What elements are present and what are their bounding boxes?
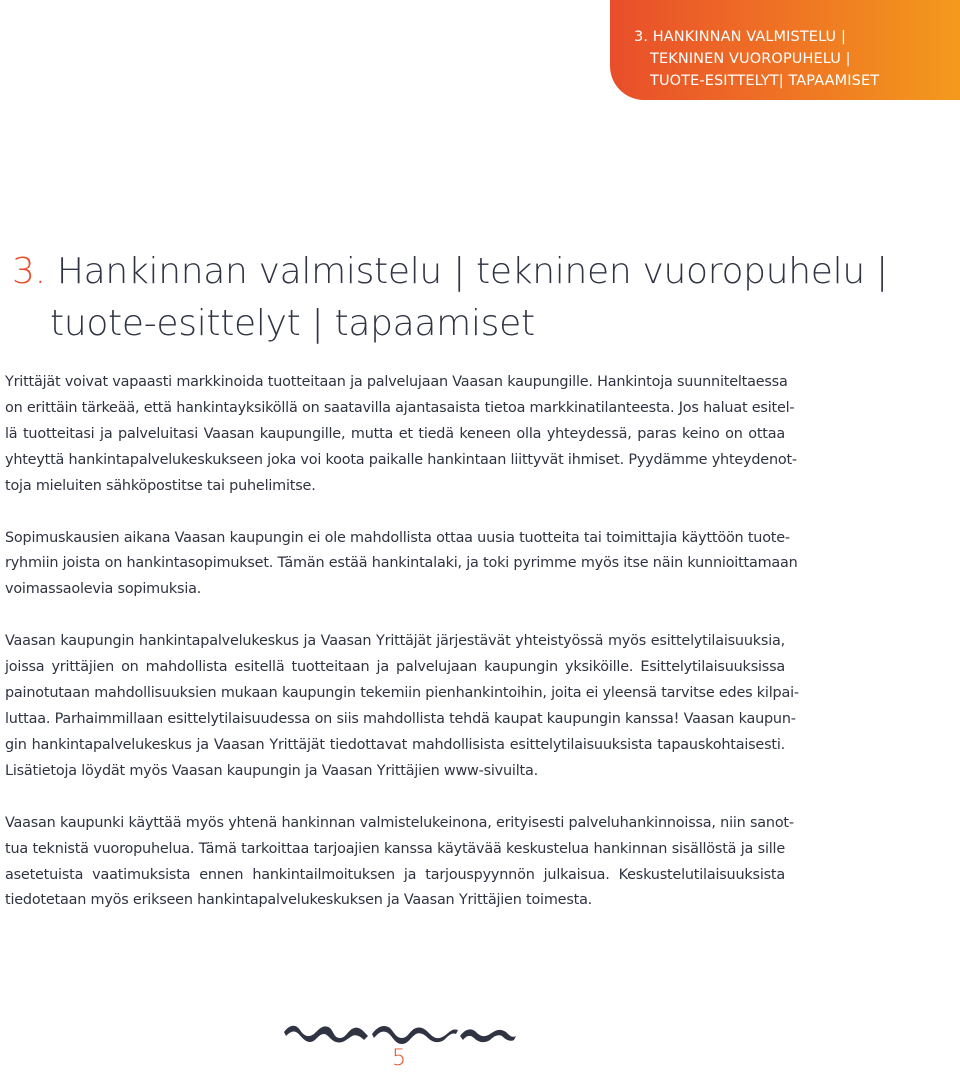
text-line: Sopimuskausien aikana Vaasan kaupungin ei ole mahdollista ottaa uusia tuotteita tai toimittajia käyttöön tuote-	[5, 529, 790, 546]
chapter-tab-line-2: TEKNINEN VUOROPUHELU |	[650, 51, 851, 67]
text-line: on erittäin tärkeää, että hankintayksiköllä on saatavilla ajantasaista tietoa markkinatilanteesta. Jos haluat esitel-	[5, 399, 795, 416]
chapter-number: 3.	[12, 251, 46, 292]
chapter-tab-line-3: TUOTE-ESITTELYT| TAPAAMISET	[650, 73, 880, 89]
text-line: toja mieluiten sähköpostitse tai puhelimitse.	[5, 477, 316, 494]
page-title	[12, 246, 912, 350]
text-line: gin hankintapalvelukeskus ja Vaasan Yrittäjät tiedottavat mahdollisista esittelytilaisuuksista tapauskohtaisesti.	[5, 736, 785, 753]
text-line: Vaasan kaupungin hankintapalvelukeskus ja Vaasan Yrittäjät järjestävät yhteistyössä myös esittelytilaisuuksia,	[5, 633, 785, 650]
text-line: asetetuista vaatimuksista ennen hankintailmoituksen ja tarjouspyynnön julkaisua. Keskustelutilaisuuksista	[5, 866, 785, 883]
text-line: Lisätietoja löydät myös Vaasan kaupungin ja Vaasan Yrittäjien www-sivuilta.	[5, 762, 538, 779]
page-title-line-1	[12, 246, 912, 298]
text-line: voimassaolevia sopimuksia.	[5, 581, 202, 598]
text-line: tua teknistä vuoropuhelua. Tämä tarkoittaa tarjoajien kanssa käytävää keskustelua hankinnan sisällöstä ja sille	[5, 840, 785, 857]
page-title-text-1: Hankinnan valmistelu | tekninen vuoropuhelu |	[56, 251, 888, 292]
paragraph-4	[5, 811, 794, 915]
text-line: Yrittäjät voivat vapaasti markkinoida tuotteitaan ja palvelujaan Vaasan kaupungille. Hankintoja suunniteltaessa	[5, 374, 788, 390]
text-line: tiedotetaan myös erikseen hankintapalvelukeskuksen ja Vaasan Yrittäjien toimesta.	[5, 892, 593, 909]
text-line: Vaasan kaupunki käyttää myös yhtenä hankinnan valmistelukeinona, erityisesti palveluhankinnoissa, niin sanot-	[5, 814, 794, 831]
chapter-tab-line-1: 3. HANKINNAN VALMISTELU |	[634, 29, 846, 45]
text-line: yhteyttä hankintapalvelukeskukseen joka voi koota paikalle hankintaan liittyvät ihmiset. Pyydämme yhteydenot-	[5, 451, 797, 468]
text-line: joissa yrittäjien on mahdollista esitellä tuotteitaan ja palvelujaan kaupungin yksiköille. Esittelytilaisuuksissa	[5, 659, 785, 676]
wave-logo-icon	[280, 1018, 520, 1048]
page-number: 5	[392, 1046, 406, 1071]
chapter-header-tab	[610, 0, 960, 100]
paragraph-3	[5, 629, 799, 784]
paragraph-1	[5, 370, 797, 500]
page-title-line-2: tuote-esittelyt | tapaamiset	[50, 303, 535, 344]
text-line: luttaa. Parhaimmillaan esittelytilaisuudessa on siis mahdollista tehdä kaupat kaupungin kanssa! Vaasan kaupun-	[5, 710, 796, 727]
paragraph-2	[5, 526, 798, 604]
text-line: painotutaan mahdollisuuksien mukaan kaupungin tekemiin pienhankintoihin, joita ei yleensä tarvitse edes kilpai-	[5, 685, 799, 702]
body-text	[5, 370, 799, 940]
text-line: ryhmiin joista on hankintasopimukset. Tämän estää hankintalaki, ja toki pyrimme myös itse näin kunnioittamaan	[5, 555, 798, 572]
text-line: lä tuotteitasi ja palveluitasi Vaasan kaupungille, mutta et tiedä keneen olla yhteydessä, paras keino on ottaa	[5, 425, 785, 442]
